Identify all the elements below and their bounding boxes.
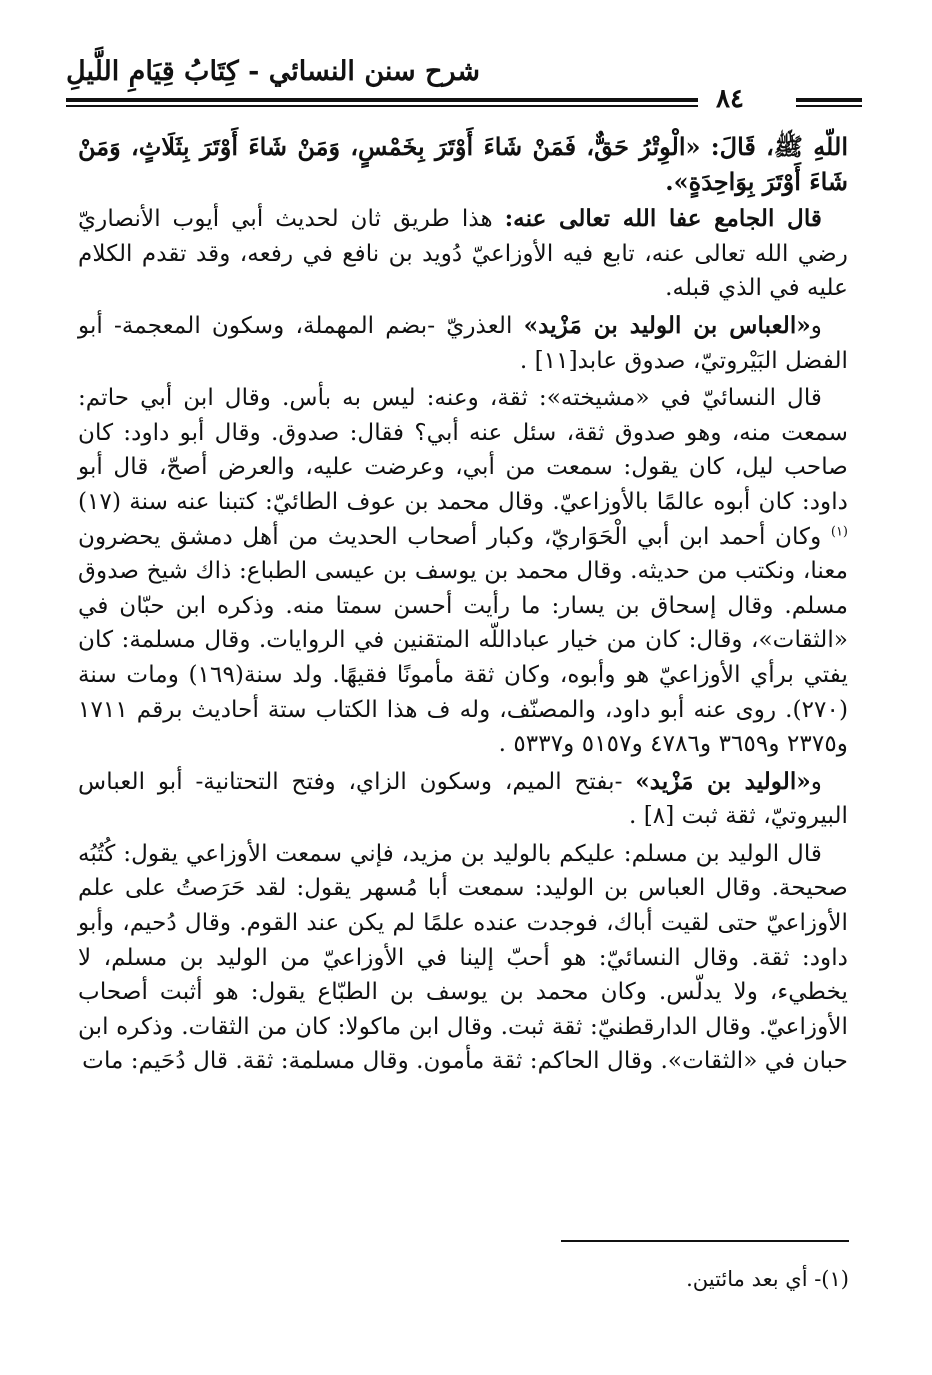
footnote-reference[interactable]: (١) (830, 523, 848, 539)
narrator-biography-walid: قال الوليد بن مسلم: عليكم بالوليد بن مزيد، فإني سمعت الأوزاعي يقول: كُتُبُه صحيحة. وقال العباس بن الوليد: سمعت أبا مُسهر يقول: لقد حَرَصتُ على علم الأوزاعيّ حتى لقيت أباك، فوجدت عنده علمًا لم يكن عند القوم. وقال دُحيم، وأبو داود: ثقة. وقال النسائيّ: هو أحبّ إلينا في الأوزاعيّ من الوليد بن مسلم، لا يخطيء، ولا يدلّس. وكان محمد بن يوسف بن الطبّاع يقول: هو أثبت أصحاب الأوزاعيّ. وقال الدارقطنيّ: ثقة ثبت. وقال ابن ماكولا: كان من الثقات. وذكره ابن حبان في «الثقات». وقال الحاكم: ثقة مأمون. وقال مسلمة: ثقة. قال دُحَيم: مات (78, 839, 848, 1075)
footnote-separator (561, 1240, 849, 1242)
narrator-paragraph-abbas (78, 309, 848, 378)
header-rule (66, 98, 698, 107)
hadith-paragraph: اللّهِ ﷺ، قَالَ: «الْوِتْرُ حَقٌّ، فَمَنْ شَاءَ أَوْتَرَ بِخَمْسٍ، وَمَنْ شَاءَ أَوْتَرَ بِثَلَاثٍ، وَمَنْ شَاءَ أَوْتَرَ بِوَاحِدَةٍ». (78, 132, 848, 196)
narrator-name: «العباس بن الوليد بن مَزْيد» (523, 311, 811, 339)
main-text (78, 130, 848, 1079)
running-title: شرح سنن النسائي - كِتَابُ قِيَامِ اللَّيلِ (66, 56, 480, 87)
commentary-paragraph (78, 202, 848, 306)
narrator-prefix: و (810, 767, 822, 795)
commentary-text: هذا طريق ثان لحديث أبي أيوب الأنصاريّ رضي الله تعالى عنه، تابع فيه الأوزاعيّ دُويد بن نافع في رفعه، وقد تقدم الكلام عليه في الذي قبله. (78, 205, 848, 302)
biography-text-a: قال النسائيّ في «مشيخته»: ثقة، وعنه: ليس به بأس. وقال ابن أبي حاتم: سمعت منه، وهو صدوق ثقة، سئل عنه أبي؟ فقال: صدوق. وقال أبو داود: كان صاحب ليل، كان يقول: سمعت من أبي، وعرضت عليه، والعرض أصحّ، قال أبو داود: كان أبوه عالمًا بالأوزاعيّ. وقال محمد بن عوف الطائيّ: كتبنا عنه سنة (١٧) (78, 384, 848, 515)
page-number-rule (796, 98, 862, 107)
narrator-prefix: و (810, 311, 822, 339)
footnote: (١)- أي بعد مائتين. (686, 1267, 849, 1291)
narrator-text: -بفتح الميم، وسكون الزاي، وفتح التحتانية- أبو العباس البيروتيّ، ثقة ثبت [٨] . (78, 767, 848, 830)
page-number: ٨٤ (716, 84, 744, 114)
narrator-paragraph-walid (78, 765, 848, 834)
narrator-name: «الوليد بن مَزْيد» (635, 767, 811, 795)
page-header (66, 50, 862, 120)
narrator-biography-abbas (78, 381, 848, 762)
narrator-text: العذريّ -بضم المهملة، وسكون المعجمة- أبو الفضل البَيْروتيّ، صدوق عابد[١١] . (78, 311, 848, 374)
commentary-lead: قال الجامع عفا الله تعالى عنه: (504, 205, 822, 233)
biography-text-b: وكان أحمد ابن أبي الْحَوَاريّ، وكبار أصحاب الحديث من أهل دمشق يحضرون معنا، ونكتب من حديثه. وقال محمد بن يوسف بن عيسى الطباع: ذاك شيخ صدوق مسلم. وقال إسحاق بن يسار: ما رأيت أحسن سمتا منه. وذكره ابن حبّان في «الثقات»، وقال: كان من خيار عباداللّه المتقنين في الروايات. وقال مسلمة: كان يفتي برأي الأوزاعيّ هو وأبوه، وكان ثقة مأمونًا فقيهًا. ولد سنة(١٦٩) ومات سنة (٢٧٠). روى عنه أبو داود، والمصنّف، وله ف هذا الكتاب ستة أحاديث برقم ١٧١١ و٢٣٧٥ و٣٦٥٩ و٤٧٨٦ و٥١٥٧ و٥٣٣٧ . (78, 522, 848, 758)
